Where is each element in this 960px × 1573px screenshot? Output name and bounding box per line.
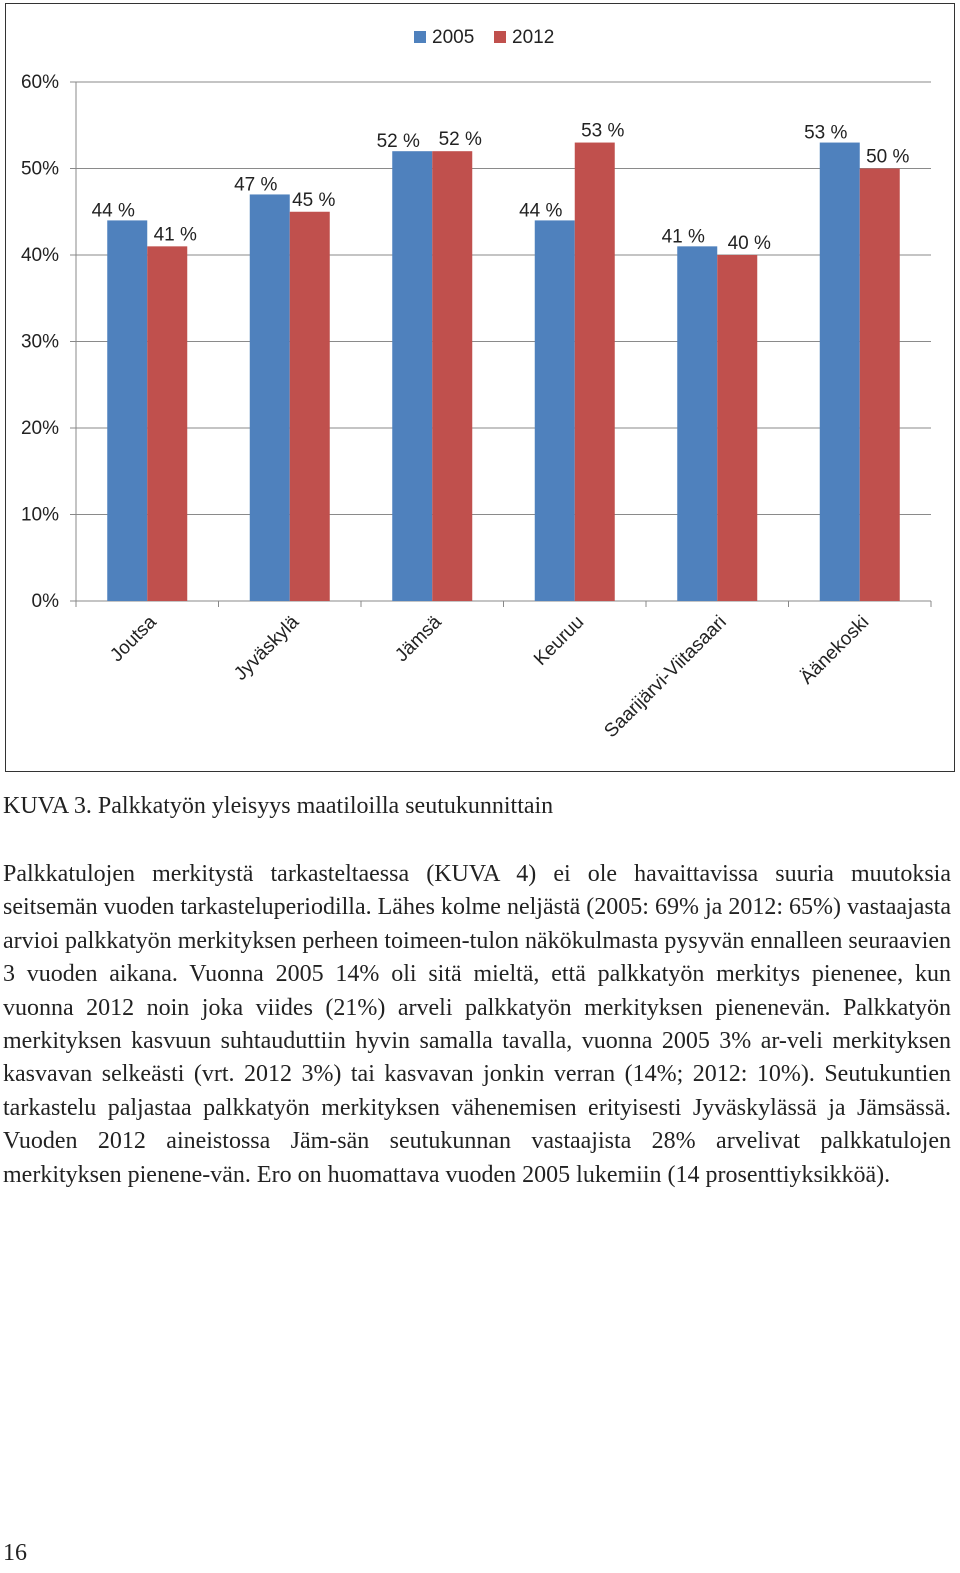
data-label-2005-1: 47 % — [234, 174, 278, 196]
y-tick-label-0: 0% — [31, 591, 59, 612]
page-number: 16 — [3, 1540, 27, 1566]
bar-2012-2 — [432, 151, 472, 601]
data-label-2012-2: 52 % — [438, 129, 482, 151]
y-tick-label-40: 40% — [20, 245, 59, 266]
data-label-2012-5: 50 % — [866, 146, 910, 168]
bar-2012-5 — [860, 169, 900, 602]
x-tick-label-4: Saarijärvi-Viitasaari — [600, 611, 731, 743]
y-tick-label-20: 20% — [20, 418, 59, 439]
data-label-2005-2: 52 % — [376, 131, 420, 153]
legend-label-2012: 2012 — [512, 27, 555, 48]
bar-2005-1 — [250, 194, 290, 601]
x-tick-label-1: Jyväskylä — [230, 611, 304, 685]
figure-caption: KUVA 3. Palkkatyön yleisyys maatiloilla seutukunnittain — [3, 793, 554, 819]
bar-2005-2 — [392, 151, 432, 601]
data-label-2012-3: 53 % — [581, 120, 625, 142]
data-label-2012-4: 40 % — [727, 233, 771, 254]
bar-2012-1 — [290, 212, 330, 601]
x-tick-label-0: Joutsa — [106, 611, 161, 667]
y-tick-label-30: 30% — [20, 331, 59, 353]
body-paragraph: Palkkatulojen merkitystä tarkasteltaessa (KUVA 4) ei ole havaittavissa suuria muutoksia seitsemän vuoden tarkasteluperiodilla. Lähes kolme neljästä (2005: 69% ja 2012: 65%) vastaajasta arvioi palkkatyön merkityksen perheen toimeen-tulon näkökulmasta pysyvän ennalleen seuraavien 3 vuoden aikana. Vuonna 2005 14% oli sitä mieltä, että palkkatyön merkitys pienenee, kun vuonna 2012 noin joka viides (21%) arveli palkkatyön merkityksen pienenevän. Palkkatyön merkityksen kasvuun suhtauduttiin hyvin samalla tavalla, vuonna 2005 3% ar-veli merkityksen kasvavan selkeästi (vrt. 2012 3%) tai kasvavan jonkin verran (14%; 2012: 10%). Seutukuntien tarkastelu paljastaa palkkatyön merkityksen vähenemisen erityisesti Jyväskylässä ja Jämsässä. Vuoden 2012 aineistossa Jäm-sän seutukunnan vastaajista 28% arvelivat palkkatulojen merkityksen pienene-vän. Ero on huomattava vuoden 2005 lukemiin (14 prosenttiyksikköä). — [3, 861, 951, 1188]
bar-2005-5 — [820, 143, 860, 601]
x-tick-label-2: Jämsä — [391, 611, 446, 667]
data-label-2005-3: 44 % — [519, 200, 563, 222]
x-tick-label-3: Keuruu — [530, 611, 589, 670]
data-label-2005-0: 44 % — [91, 200, 135, 222]
chart-frame — [5, 3, 955, 772]
bar-2012-4 — [717, 255, 757, 601]
bar-2012-0 — [147, 246, 187, 601]
bar-chart — [6, 4, 954, 771]
bar-2012-3 — [575, 143, 615, 601]
data-label-2012-1: 45 % — [292, 189, 336, 211]
legend-label-2005: 2005 — [432, 27, 475, 48]
bar-2005-3 — [535, 220, 575, 601]
x-tick-label-5: Äänekoski — [796, 611, 874, 689]
y-tick-label-50: 50% — [20, 158, 59, 180]
y-tick-label-60: 60% — [20, 72, 59, 93]
bar-2005-4 — [677, 246, 717, 601]
data-label-2005-5: 53 % — [804, 122, 848, 144]
legend-swatch-2012 — [494, 31, 506, 43]
data-label-2012-0: 41 % — [153, 224, 197, 246]
legend-swatch-2005 — [414, 31, 426, 43]
y-tick-label-10: 10% — [20, 504, 59, 526]
bar-2005-0 — [107, 220, 147, 601]
data-label-2005-4: 41 % — [661, 226, 705, 248]
